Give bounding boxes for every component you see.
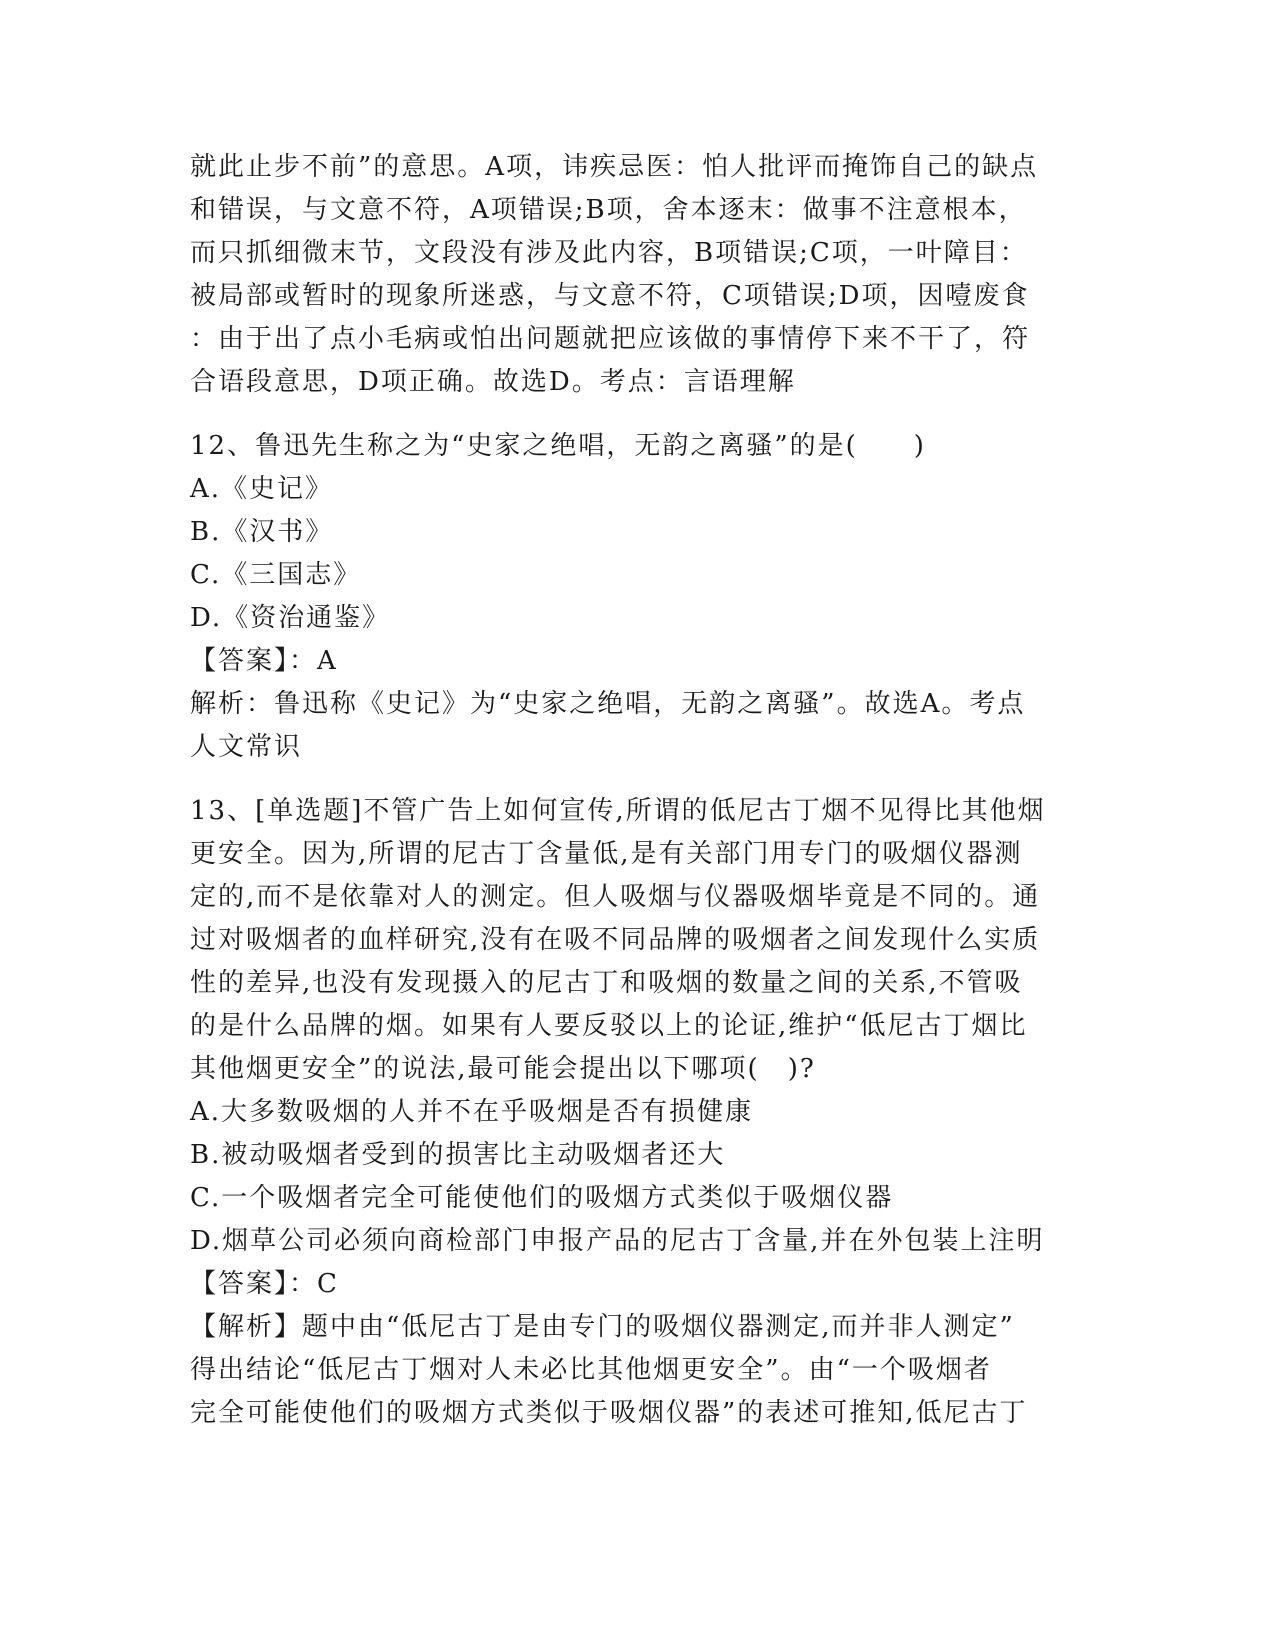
analysis-line: 就此止步不前”的意思。A项，讳疾忌医：怕人批评而掩饰自己的缺点	[190, 152, 1039, 182]
option-a: A.大多数吸烟的人并不在乎吸烟是否有损健康	[190, 1097, 754, 1127]
option-d: D.烟草公司必须向商检部门申报产品的尼古丁含量,并在外包装上注明	[190, 1226, 1045, 1256]
analysis-line: 被局部或暂时的现象所迷惑，与文意不符，C项错误;D项，因噎废食	[190, 281, 1030, 311]
answer: 【答案】：C	[190, 1269, 339, 1299]
analysis-line: 和错误，与文意不符，A项错误;B项，舍本逐末：做事不注意根本，	[190, 195, 1027, 225]
question-stem-line: 13、[单选题]不管广告上如何宣传,所谓的低尼古丁烟不见得比其他烟	[190, 796, 1046, 826]
analysis-line: 而只抓细微末节，文段没有涉及此内容，B项错误;C项，一叶障目：	[190, 238, 1028, 268]
analysis-line: 人文常识	[190, 732, 303, 762]
option-d: D.《资治通鉴》	[190, 603, 391, 633]
analysis-line: 完全可能使他们的吸烟方式类似于吸烟仪器”的表述可推知,低尼古丁	[190, 1398, 1028, 1428]
question-12	[190, 425, 1090, 769]
option-c: C.一个吸烟者完全可能使他们的吸烟方式类似于吸烟仪器	[190, 1183, 894, 1213]
option-c: C.《三国志》	[190, 560, 362, 590]
question-stem-line: 定的,而不是依靠对人的测定。但人吸烟与仪器吸烟毕竟是不同的。通	[190, 882, 1041, 912]
question-stem: 12、鲁迅先生称之为“史家之绝唱，无韵之离骚”的是( )	[190, 431, 926, 461]
analysis-line: 解析：鲁迅称《史记》为“史家之绝唱，无韵之离骚”。故选A。考点	[190, 689, 1026, 719]
analysis-line: 【解析】题中由“低尼古丁是由专门的吸烟仪器测定,而并非人测定”	[190, 1312, 1015, 1342]
option-b: B.《汉书》	[190, 517, 334, 547]
option-a: A.《史记》	[190, 474, 334, 504]
option-b: B.被动吸烟者受到的损害比主动吸烟者还大	[190, 1140, 726, 1170]
previous-analysis	[190, 146, 1090, 404]
question-stem-line: 过对吸烟者的血样研究,没有在吸不同品牌的吸烟者之间发现什么实质	[190, 925, 1041, 955]
analysis-line: ：由于出了点小毛病或怕出问题就把应该做的事情停下来不干了，符	[190, 324, 1031, 354]
question-stem-line: 性的差异,也没有发现摄入的尼古丁和吸烟的数量之间的关系,不管吸	[190, 968, 1023, 998]
answer: 【答案】：A	[190, 646, 338, 676]
question-13	[190, 790, 1090, 1435]
analysis-line: 合语段意思，D项正确。故选D。考点：言语理解	[190, 367, 796, 397]
question-stem-line: 的是什么品牌的烟。如果有人要反驳以上的论证,维护“低尼古丁烟比	[190, 1011, 1028, 1041]
question-stem-line: 其他烟更安全”的说法,最可能会提出以下哪项( )?	[190, 1054, 816, 1084]
analysis-line: 得出结论“低尼古丁烟对人未必比其他烟更安全”。由“一个吸烟者	[190, 1355, 992, 1385]
question-stem-line: 更安全。因为,所谓的尼古丁含量低,是有关部门用专门的吸烟仪器测	[190, 839, 1023, 869]
